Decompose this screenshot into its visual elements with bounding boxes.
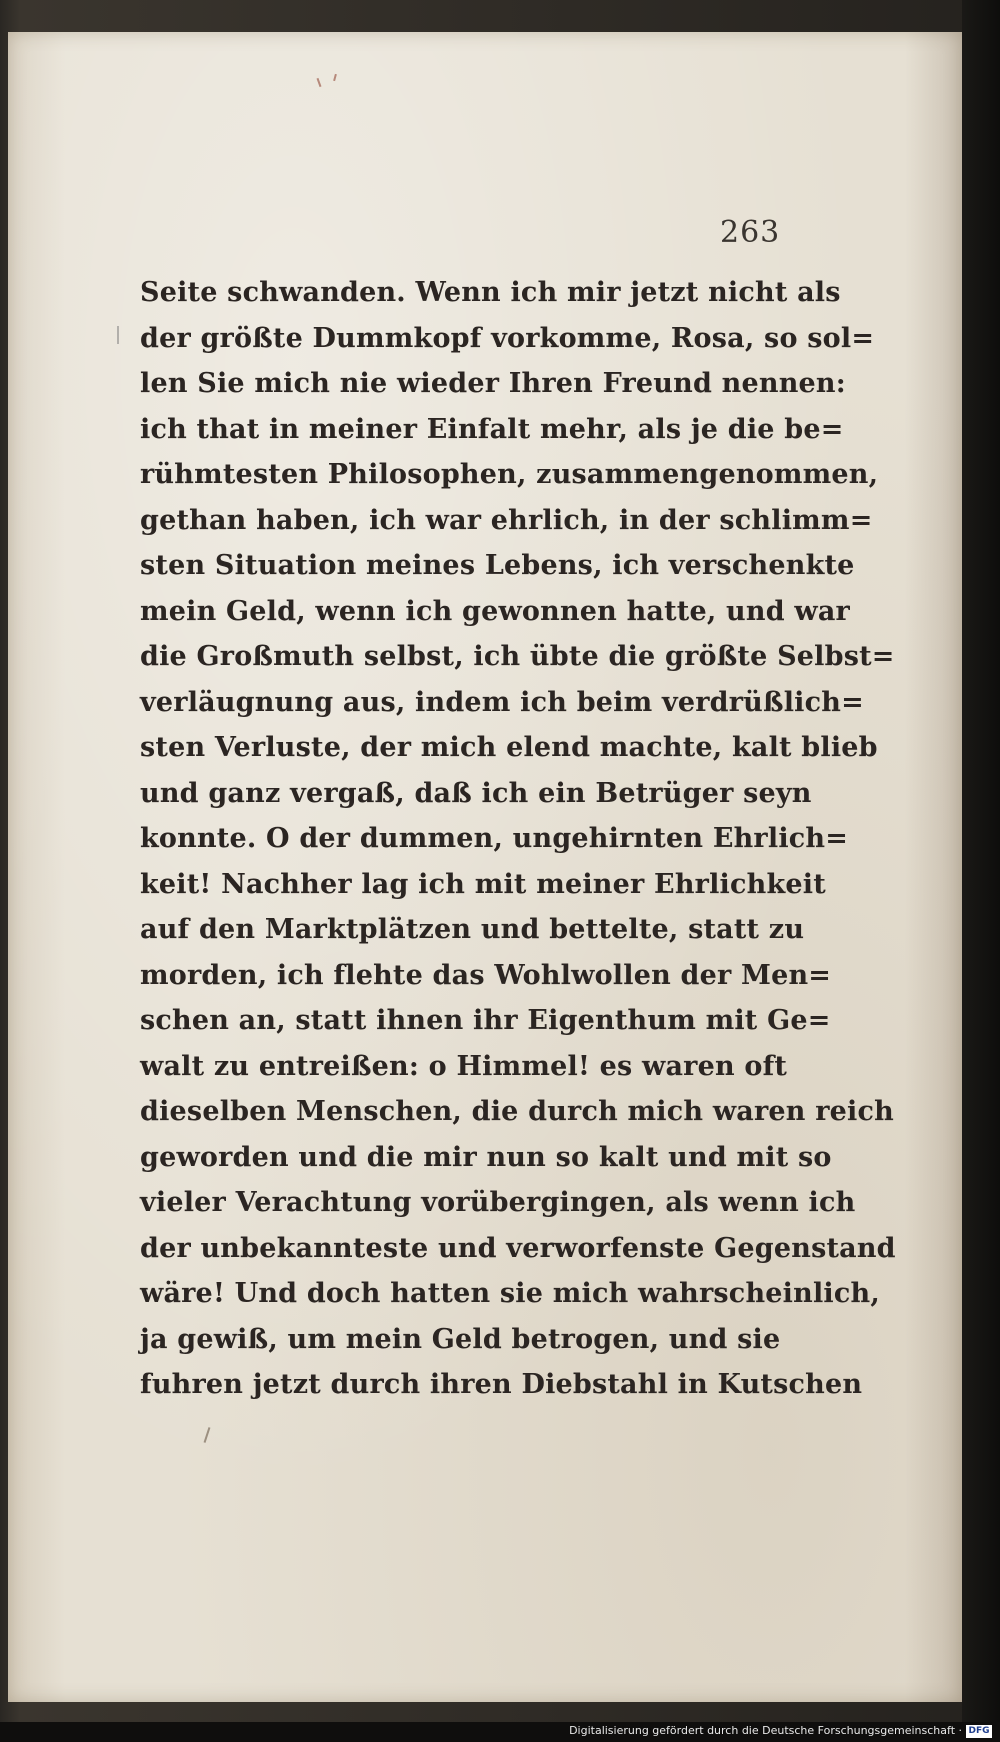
text-line: vieler Verachtung vorübergingen, als wenn ich [140,1187,856,1218]
text-line: rühmtesten Philosophen, zusammengenommen, [140,459,879,490]
text-line: gethan haben, ich war ehrlich, in der schlimm= [140,504,873,536]
text-line: verläugnung aus, indem ich beim verdrüßlich= [140,686,864,718]
text-line: len Sie mich nie wieder Ihren Freund nennen: [140,368,846,399]
text-line: der größte Dummkopf vorkomme, Rosa, so sol= [140,322,875,354]
text-line: sten Verluste, der mich elend machte, kalt blieb [140,732,878,763]
text-line: auf den Marktplätzen und bettelte, statt zu [140,914,805,945]
text-line: Seite schwanden. Wenn ich mir jetzt nicht als [140,277,841,308]
text-line: konnte. O der dummen, ungehirnten Ehrlich= [140,823,849,854]
text-line: morden, ich flehte das Wohlwollen der Men= [140,959,832,991]
text-line: wäre! Und doch hatten sie mich wahrscheinlich, [140,1278,880,1309]
text-line: mein Geld, wenn ich gewonnen hatte, und war [140,595,850,627]
text-body [140,270,896,1408]
dfg-logo: DFG [966,1725,992,1738]
text-line: die Großmuth selbst, ich übte die größte Selbst= [140,641,895,672]
scan-edge [962,0,1000,1742]
text-line: fuhren jetzt durch ihren Diebstahl in Kutschen [140,1369,863,1400]
paper-mark [117,326,119,344]
text-line: schen an, statt ihnen ihr Eigenthum mit Ge= [140,1005,831,1036]
text-line: walt zu entreißen: o Himmel! es waren oft [140,1050,788,1082]
text-line: ich that in meiner Einfalt mehr, als je die be= [140,413,844,445]
text-line: und ganz vergaß, daß ich ein Betrüger seyn [140,777,812,809]
page-number: 263 [720,215,781,250]
funding-credit: Digitalisierung gefördert durch die Deutsche Forschungsgemeinschaft · [569,1724,962,1737]
text-line: dieselben Menschen, die durch mich waren reich [140,1096,894,1127]
text-line: keit! Nachher lag ich mit meiner Ehrlichkeit [140,868,826,900]
text-line: der unbekannteste und verworfenste Gegenstand [140,1232,896,1264]
text-line: ja gewiß, um mein Geld betrogen, und sie [140,1323,781,1355]
text-line: geworden und die mir nun so kalt und mit so [140,1141,832,1173]
text-line: sten Situation meines Lebens, ich verschenkte [140,550,855,581]
